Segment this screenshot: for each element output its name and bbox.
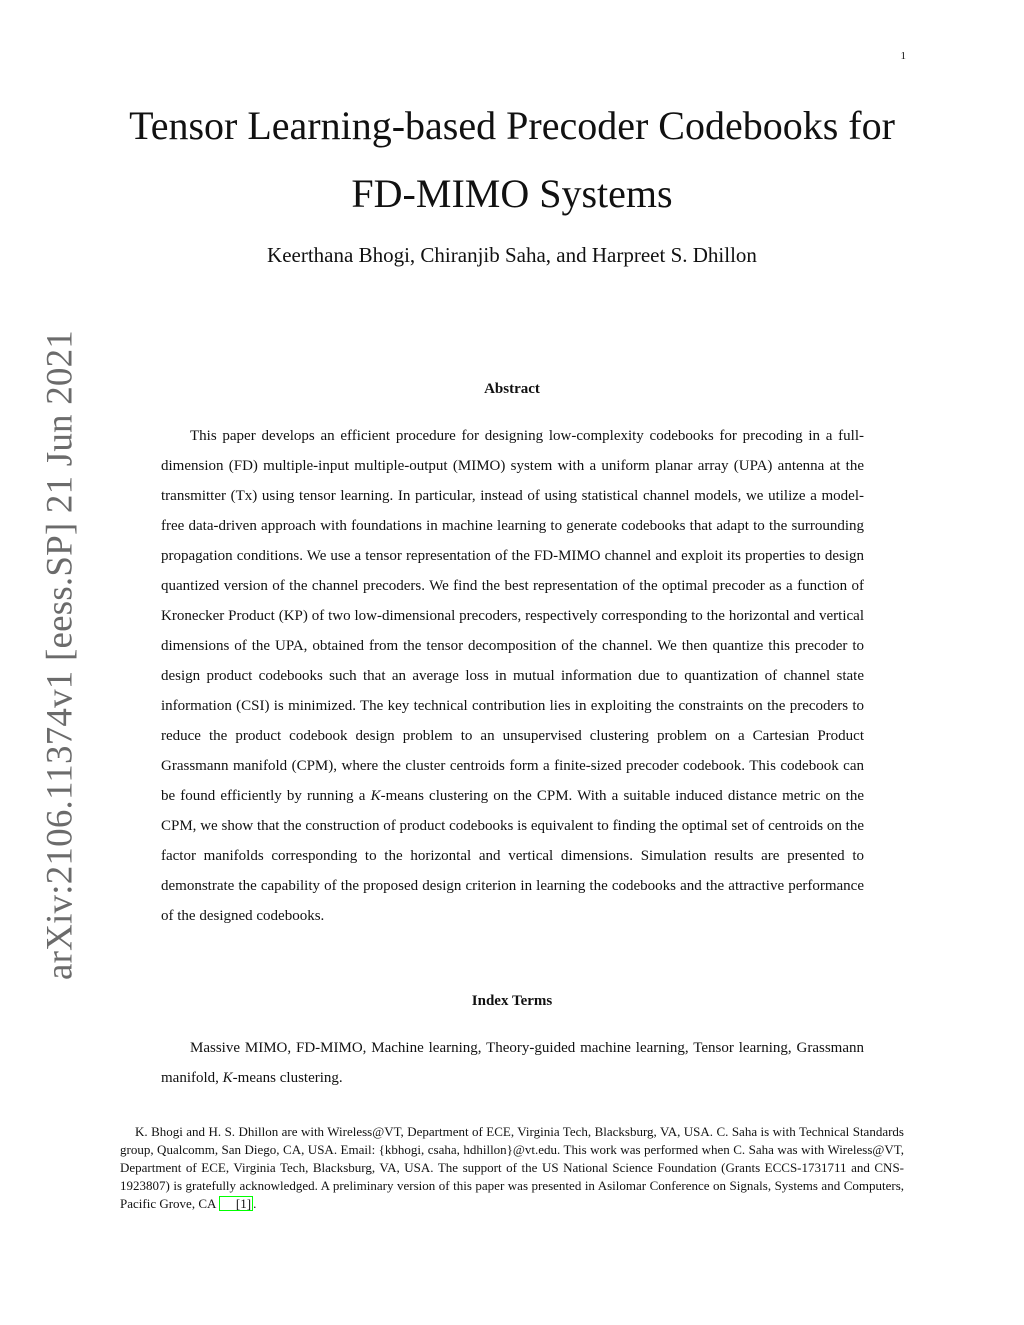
index-terms-text: [161, 1033, 864, 1093]
abstract-text-part-2: -means clustering on the CPM. With a suitable induced distance metric on the CPM, we show that the construction of product codebooks is equivalent to finding the optimal set of centroids on the factor manifolds corresponding to the horizontal and vertical dimensions. Simulation results are presented to demonstrate the capability of the proposed design criterion in learning the codebooks and the attractive performance of the designed codebooks.: [161, 788, 864, 924]
abstract-heading: Abstract: [484, 381, 540, 397]
index-terms-part-1: Massive MIMO, FD-MIMO, Machine learning, Theory-guided machine learning, Tensor learning, Grassmann manifold,: [161, 1040, 864, 1086]
footnote-end: .: [253, 1196, 257, 1211]
abstract-text: [161, 421, 864, 931]
k-symbol: K: [222, 1070, 233, 1086]
footnote-text: K. Bhogi and H. S. Dhillon are with Wireless@VT, Department of ECE, Virginia Tech, Blacksburg, VA, USA. C. Saha is with Technical Standards group, Qualcomm, San Diego, CA, USA. Email: {kbhogi, csaha, hdhillon}@vt.edu. This work was performed when C. Saha was with Wireless@VT, Department of ECE, Virginia Tech, Blacksburg, VA, USA. The support of the US National Science Foundation (Grants ECCS-1731711 and CNS-1923807) is gratefully acknowledged. A preliminary version of this paper was presented in Asilomar Conference on Signals, Systems and Computers, Pacific Grove, CA: [120, 1124, 904, 1211]
k-symbol: K: [370, 788, 381, 804]
author-list: Keerthana Bhogi, Chiranjib Saha, and Harpreet S. Dhillon: [267, 243, 757, 267]
paper-title: Tensor Learning-based Precoder Codebooks for FD-MIMO Systems: [129, 103, 895, 216]
index-terms-heading: Index Terms: [471, 993, 553, 1009]
index-terms-part-2: -means clustering.: [232, 1070, 343, 1086]
author-affiliation-footnote: [120, 1123, 904, 1213]
abstract-text-part-1: This paper develops an efficient procedure for designing low-complexity codebooks for precoding in a full-dimension (FD) multiple-input multiple-output (MIMO) system with a uniform planar array (UPA) antenna at the transmitter (Tx) using tensor learning. In particular, instead of using statistical channel models, we utilize a model-free data-driven approach with foundations in machine learning to generate codebooks that adapt to the surrounding propagation conditions. We use a tensor representation of the FD-MIMO channel and exploit its properties to design quantized version of the channel precoders. We find the best representation of the optimal precoder as a function of Kronecker Product (KP) of two low-dimensional precoders, respectively corresponding to the horizontal and vertical dimensions of the UPA, obtained from the tensor decomposition of the channel. We then quantize this precoder to design product codebooks such that an average loss in mutual information due to quantization of channel state information (CSI) is minimized. The key technical contribution lies in exploiting the constraints on the precoders to reduce the product codebook design problem to an unsupervised clustering problem on a Cartesian Product Grassmann manifold (CPM), where the cluster centroids form a finite-sized precoder codebook. This codebook can be found efficiently by running a: [161, 428, 864, 804]
page-number: 1: [900, 50, 906, 62]
arxiv-identifier-stamp: arXiv:2106.11374v1 [eess.SP] 21 Jun 2021: [39, 330, 81, 980]
citation-link[interactable]: [1]: [219, 1196, 253, 1211]
